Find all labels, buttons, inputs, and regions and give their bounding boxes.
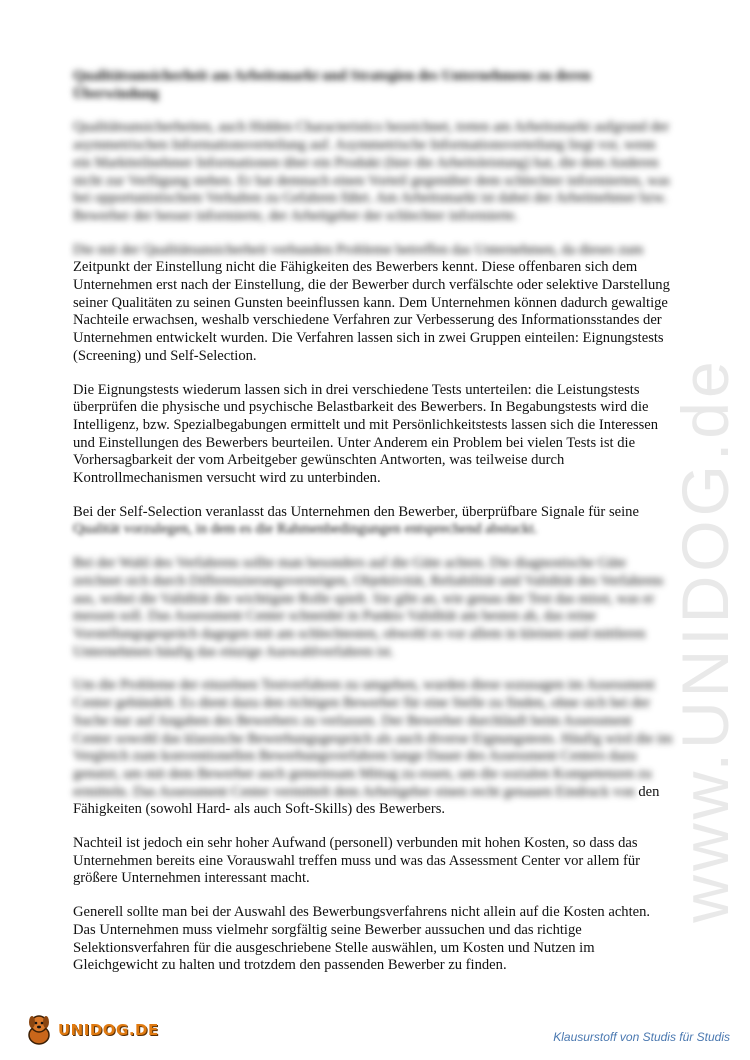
unidog-logo bbox=[24, 1010, 164, 1050]
paragraph-nachteil: Nachteil ist jedoch ein sehr hoher Aufwand (personell) verbunden mit hohen Kosten, so dass das Unternehmen bereits eine Vorauswahl treffen muss und was das Assessment Center vor allem für größere Unternehmen interessant macht. bbox=[73, 835, 640, 887]
document-title: Qualitätsunsicherheit am Arbeitsmarkt und Strategien des Unternehmens zu deren Überwindung bbox=[73, 68, 591, 102]
paragraph-eignungstests: Die Eignungstests wiederum lassen sich in drei verschiedene Tests unterteilen: die Leistungstests überprüfen die physische und psychische Belastbarkeit des Bewerbers. In Begabungstests wird die Intelligenz, bzw. Spezialbegabungen ermittelt und mit Persönlichkeitstests lassen sich die Interessen und Einstellungen des Bewerbers beurteilen. Unter Anderem ein Problem bei vielen Tests ist die Vorhersagbarkeit der vom Arbeitgeber gewünschten Antworten, was teilweise durch Kontrollmechanismen versucht wird zu unterbinden. bbox=[73, 381, 659, 487]
paragraph-guete: Bei der Wahl des Verfahrens sollte man besonders auf die Güte achten. Die diagnostische Güte zeichnet sich durch Differenzierungsvermögen, Objektivität, Reliabilität und Validität des Verfahrens aus, wobei die Validität die wichtigste Rolle spielt. Sie gibt an, wie genau der Test das misst, was er messen soll. Das Assessment Center schneidet in Punkto Validität am besten ab, das reine Vorstellungsgespräch dagegen mit am schlechtesten, obwohl es vor allem in kleinen und mittleren Unternehmen häufig das einzige Auswahlverfahren ist. bbox=[73, 555, 664, 660]
document-body bbox=[73, 68, 673, 991]
dog-icon bbox=[24, 1013, 54, 1047]
paragraph-assessment-blurred: Um die Probleme der einzelnen Testverfahren zu umgehen, wurden diese sozusagen im Assessment Center gebündelt. Es dient dazu den richtigen Bewerber für eine Stelle zu finden, ohne sich bei der Suche nur auf Angaben des Bewerbers zu verlassen. Der Bewerber durchläuft beim Assessment Center sowohl das klassische Bewerbungsgespräch als auch diverse Eignungstests. Häufig wird die im Vergleich zum konventionellen Bewerbungsverfahren lange Dauer des Assessment Centers dazu genutzt, um mit dem Bewerber auch gemeinsam Mittag zu essen, um die sozialen Kompetenzen zu ermitteln. Das Assessment Center vermittelt dem Arbeitgeber einen recht genauen Eindruck von bbox=[73, 677, 673, 800]
paragraph-assessment-text: den Fähigkeiten (sowohl Hard- als auch Soft-Skills) des Bewerbers. bbox=[73, 783, 660, 818]
watermark: www.UNIDOG.de bbox=[668, 357, 742, 923]
paragraph-self-selection-text: Bei der Self-Selection veranlasst das Unternehmen den Bewerber, überprüfbare Signale für seine bbox=[73, 503, 639, 520]
paragraph-self-selection-blurred: Qualität vorzulegen, in dem es die Rahmenbedingungen entsprechend abstuckt. bbox=[73, 521, 538, 538]
paragraph-self-selection bbox=[73, 504, 673, 539]
paragraph-problem-text: Zeitpunkt der Einstellung nicht die Fähigkeiten des Bewerbers kennt. Diese offenbaren sich dem Unternehmen erst nach der Einstellung, die der Bewerber durch verfälschte oder selektive Darstellung seiner Qualitäten zu seinen Gunsten beeinflussen kann. Dem Unternehmen können dadurch gewaltige Nachteile erwachsen, weshalb verschiedene Verfahren zur Verbesserung des Informationsstandes der Unternehmen entwickelt wurden. Die Verfahren lassen sich in zwei Gruppen einteilen: Eignungstests (Screening) und Self-Selection. bbox=[73, 259, 670, 364]
paragraph-problem bbox=[73, 242, 673, 366]
logo-text: UNIDOG.DE bbox=[58, 1021, 159, 1039]
paragraph-fazit: Generell sollte man bei der Auswahl des Bewerbungsverfahrens nicht allein auf die Kosten achten. Das Unternehmen muss vielmehr sorgfältig seine Bewerber aussuchen und das richtige Selektionsverfahren für die ausgeschriebene Stelle auswählen, um Kosten und Nutzen im Gleichgewicht zu halten und trotzdem den passenden Bewerber zu finden. bbox=[73, 904, 651, 974]
paragraph-assessment-center bbox=[73, 677, 673, 819]
paragraph-intro: Qualitätsunsicherheiten, auch Hidden Characteristics bezeichnet, treten am Arbeitsmarkt aufgrund der asymmetrischen Informationsverteilung auf. Asymmetrische Informationsverteilung liegt vor, wenn ein Marktteilnehmer Informationen über ein Produkt (hier die Arbeitsleistung) hat, die dem Anderen nicht zur Verfügung stehen. Er hat demnach einen Vorteil gegenüber dem schlechter informierten, was bei opportunistischem Verhalten zu Gefahren führt. Am Arbeitsmarkt ist dabei der Arbeitnehmer bzw. Bewerber der besser informierte, der Arbeitgeber der schlechter informierte. bbox=[73, 119, 670, 224]
paragraph-problem-blurred: Die mit der Qualitätsunsicherheit verbunden Probleme betreffen das Unternehmen, da dieses zum bbox=[73, 241, 644, 258]
footer-tagline: Klausurstoff von Studis für Studis bbox=[553, 1030, 730, 1044]
